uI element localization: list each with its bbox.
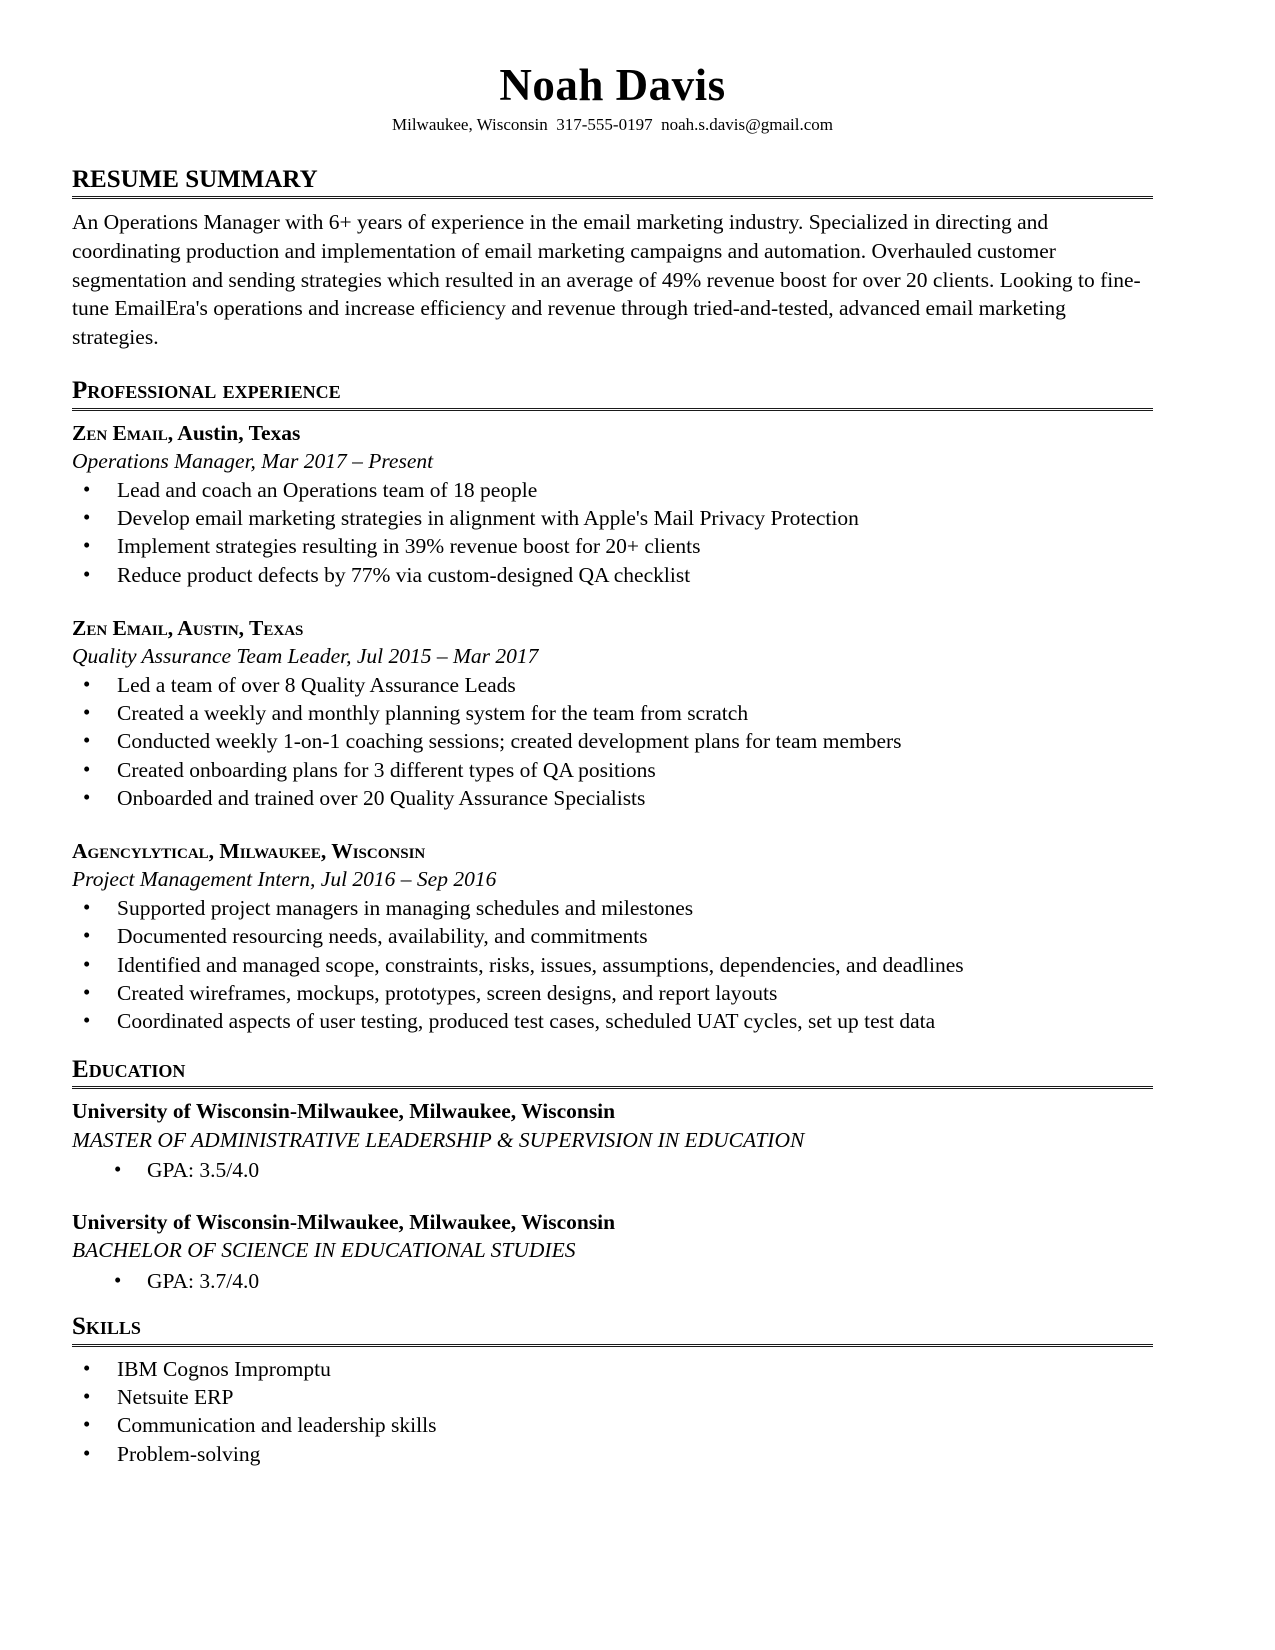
experience-organization	[72, 615, 1153, 642]
list-item: • Conducted weekly 1-on-1 coaching sessions; created development plans for team members	[72, 728, 1153, 755]
list-item: • GPA: 3.5/4.0	[72, 1157, 1153, 1184]
list-item: • Reduce product defects by 77% via custom-designed QA checklist	[72, 562, 1153, 589]
section-resume-summary	[72, 166, 1153, 352]
experience-bullet-list	[72, 895, 1153, 1035]
experience-role: Project Management Intern, Jul 2016 – Sep 2016	[72, 867, 497, 892]
section-skills	[72, 1313, 1153, 1468]
list-item: • Documented resourcing needs, availability, and commitments	[72, 923, 1153, 950]
list-item: • Created onboarding plans for 3 different types of QA positions	[72, 757, 1153, 784]
section-professional-experience	[72, 377, 1153, 1035]
education-school: University of Wisconsin-Milwaukee, Milwaukee, Wisconsin	[72, 1099, 616, 1124]
section-heading-education: Education	[72, 1056, 1153, 1090]
list-item: • Supported project managers in managing schedules and milestones	[72, 895, 1153, 922]
experience-entry	[72, 838, 1153, 1035]
section-heading-experience: Professional experience	[72, 377, 1153, 411]
experience-bullet-list	[72, 477, 1153, 589]
section-heading-skills: Skills	[72, 1313, 1153, 1347]
section-heading-summary: RESUME SUMMARY	[72, 166, 1153, 200]
education-degree: MASTER OF ADMINISTRATIVE LEADERSHIP & SUPERVISION IN EDUCATION	[72, 1127, 805, 1152]
list-item: • Communication and leadership skills	[72, 1412, 1153, 1439]
education-degree: BACHELOR OF SCIENCE IN EDUCATIONAL STUDIES	[72, 1238, 576, 1263]
education-bullet-list	[72, 1157, 1153, 1184]
list-item: • GPA: 3.7/4.0	[72, 1268, 1153, 1295]
experience-role: Operations Manager, Mar 2017 – Present	[72, 448, 434, 473]
experience-organization	[72, 420, 1153, 447]
summary-paragraph: An Operations Manager with 6+ years of experience in the email marketing industry. Specialized in directing and coordinating production and implementation of email marketing campaigns and automation. Overhauled customer segmentation and sending strategies which resulted in an average of 49% revenue boost for over 20 clients. Looking to fine-tune EmailEra's operations and increase efficiency and revenue through tried-and-tested, advanced email marketing strategies.	[72, 210, 1141, 349]
experience-role: Quality Assurance Team Leader, Jul 2015 – Mar 2017	[72, 643, 539, 668]
list-item: • Netsuite ERP	[72, 1384, 1153, 1411]
experience-entry	[72, 615, 1153, 812]
contact-line: Milwaukee, Wisconsin 317-555-0197 noah.s.davis@gmail.com	[391, 115, 833, 135]
list-item: • Problem-solving	[72, 1441, 1153, 1468]
education-entry	[72, 1098, 1153, 1184]
section-education	[72, 1056, 1153, 1295]
resume-header	[72, 62, 1153, 136]
list-item: • Implement strategies resulting in 39% revenue boost for 20+ clients	[72, 533, 1153, 560]
list-item: • Identified and managed scope, constraints, risks, issues, assumptions, dependencies, and deadlines	[72, 952, 1153, 979]
list-item: • Created a weekly and monthly planning system for the team from scratch	[72, 700, 1153, 727]
list-item: • Develop email marketing strategies in alignment with Apple's Mail Privacy Protection	[72, 505, 1153, 532]
experience-organization-name: Zen Email	[72, 421, 168, 446]
list-item: • IBM Cognos Impromptu	[72, 1356, 1153, 1383]
education-entry	[72, 1209, 1153, 1295]
skills-bullet-list	[72, 1356, 1153, 1468]
education-bullet-list	[72, 1268, 1153, 1295]
list-item: • Lead and coach an Operations team of 18 people	[72, 477, 1153, 504]
list-item: • Led a team of over 8 Quality Assurance Leads	[72, 672, 1153, 699]
education-school: University of Wisconsin-Milwaukee, Milwaukee, Wisconsin	[72, 1209, 616, 1234]
list-item: • Onboarded and trained over 20 Quality Assurance Specialists	[72, 785, 1153, 812]
list-item: • Coordinated aspects of user testing, produced test cases, scheduled UAT cycles, set up test data	[72, 1008, 1153, 1035]
experience-organization-name: Agencylytical, Milwaukee, Wisconsin	[72, 839, 426, 864]
experience-organization-location: , Austin, Texas	[167, 421, 301, 446]
experience-organization	[72, 838, 1153, 865]
experience-entry	[72, 420, 1153, 589]
list-item: • Created wireframes, mockups, prototypes, screen designs, and report layouts	[72, 980, 1153, 1007]
candidate-name: Noah Davis	[499, 60, 726, 110]
experience-bullet-list	[72, 672, 1153, 812]
experience-organization-name: Zen Email, Austin, Texas	[72, 616, 304, 641]
